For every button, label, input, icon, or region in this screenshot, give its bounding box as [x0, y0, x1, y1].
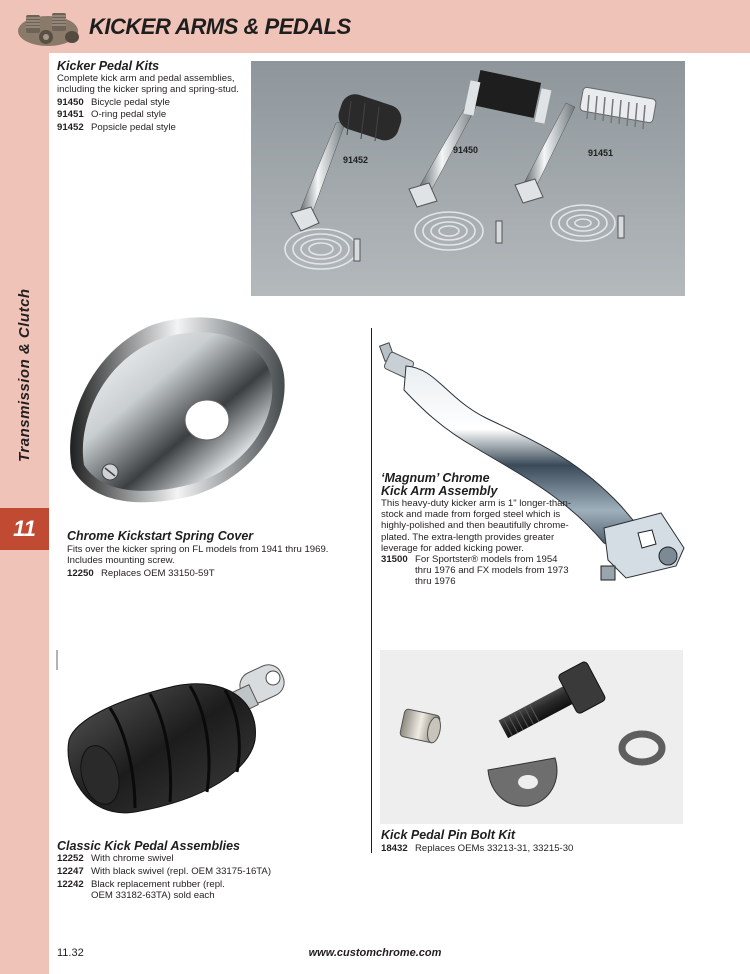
part-text: Replaces OEM 33150-59T	[101, 568, 215, 579]
page-title: KICKER ARMS & PEDALS	[89, 14, 351, 39]
magnum-title-line2: Kick Arm Assembly	[381, 484, 498, 498]
part-number: 12247	[57, 866, 84, 877]
part-text: With chrome swivel	[91, 853, 174, 864]
classic-pedal-title: Classic Kick Pedal Assemblies	[57, 839, 240, 853]
part-line	[57, 853, 174, 864]
part-text: Bicycle pedal style	[91, 97, 170, 108]
section-label: Transmission & Clutch	[16, 288, 33, 462]
part-line	[67, 568, 215, 579]
part-text: Popsicle pedal style	[91, 122, 176, 133]
part-line	[57, 879, 277, 903]
part-text: O-ring pedal style	[91, 109, 167, 120]
spring-cover-title: Chrome Kickstart Spring Cover	[67, 529, 254, 543]
part-number: 91450	[57, 97, 84, 108]
part-number: 18432	[381, 843, 408, 854]
part-number: 12250	[67, 568, 94, 579]
part-line	[57, 109, 166, 120]
part-text: Replaces OEMs 33213-31, 33215-30	[415, 843, 574, 854]
photo-label: 91452	[343, 155, 369, 165]
part-number: 91451	[57, 109, 84, 120]
part-number: 31500	[381, 554, 408, 565]
part-line	[381, 843, 573, 854]
part-number: 12242	[57, 879, 84, 890]
website-link[interactable]: www.customchrome.com	[308, 947, 442, 959]
pin-bolt-photo	[380, 650, 683, 824]
part-number: 12252	[57, 853, 84, 864]
kicker-kits-photo	[251, 61, 685, 296]
kicker-pedal-kits-title: Kicker Pedal Kits	[57, 59, 160, 73]
part-line	[57, 866, 271, 877]
part-line	[381, 554, 576, 590]
chapter-tab: 11	[0, 508, 49, 550]
part-line	[57, 97, 170, 108]
classic-pedal-photo	[55, 650, 305, 830]
engine-logo-icon	[12, 7, 84, 49]
column-divider	[371, 328, 372, 853]
kicker-pedal-kits-description: Complete kick arm and pedal assemblies, including the kicker spring and spring-stud.	[57, 73, 239, 96]
photo-label: 91450	[453, 145, 479, 155]
part-text: For Sportster® models from 1954 thru 1976 and FX models from 1973 thru 1976	[415, 554, 569, 588]
magnum-description: This heavy-duty kicker arm is 1" longer-than-stock and made from forged steel which is highly-polished and then beautifully chrome-plated. The extra-length provides greater leverage for added kicking power.	[381, 498, 572, 554]
magnum-title-line1: ‘Magnum’ Chrome	[381, 471, 490, 485]
pin-bolt-title: Kick Pedal Pin Bolt Kit	[381, 828, 516, 842]
part-text: Black replacement rubber (repl. OEM 33182-63TA) sold each	[91, 879, 225, 902]
side-band	[0, 0, 49, 974]
part-text: With black swivel (repl. OEM 33175-16TA)	[91, 866, 272, 877]
spring-cover-photo	[62, 300, 322, 520]
spring-cover-description: Fits over the kicker spring on FL models from 1941 thru 1969. Includes mounting screw.	[67, 544, 329, 567]
page-number: 11.32	[57, 947, 84, 959]
photo-label: 91451	[588, 148, 614, 158]
part-number: 91452	[57, 122, 84, 133]
part-line	[57, 122, 176, 133]
